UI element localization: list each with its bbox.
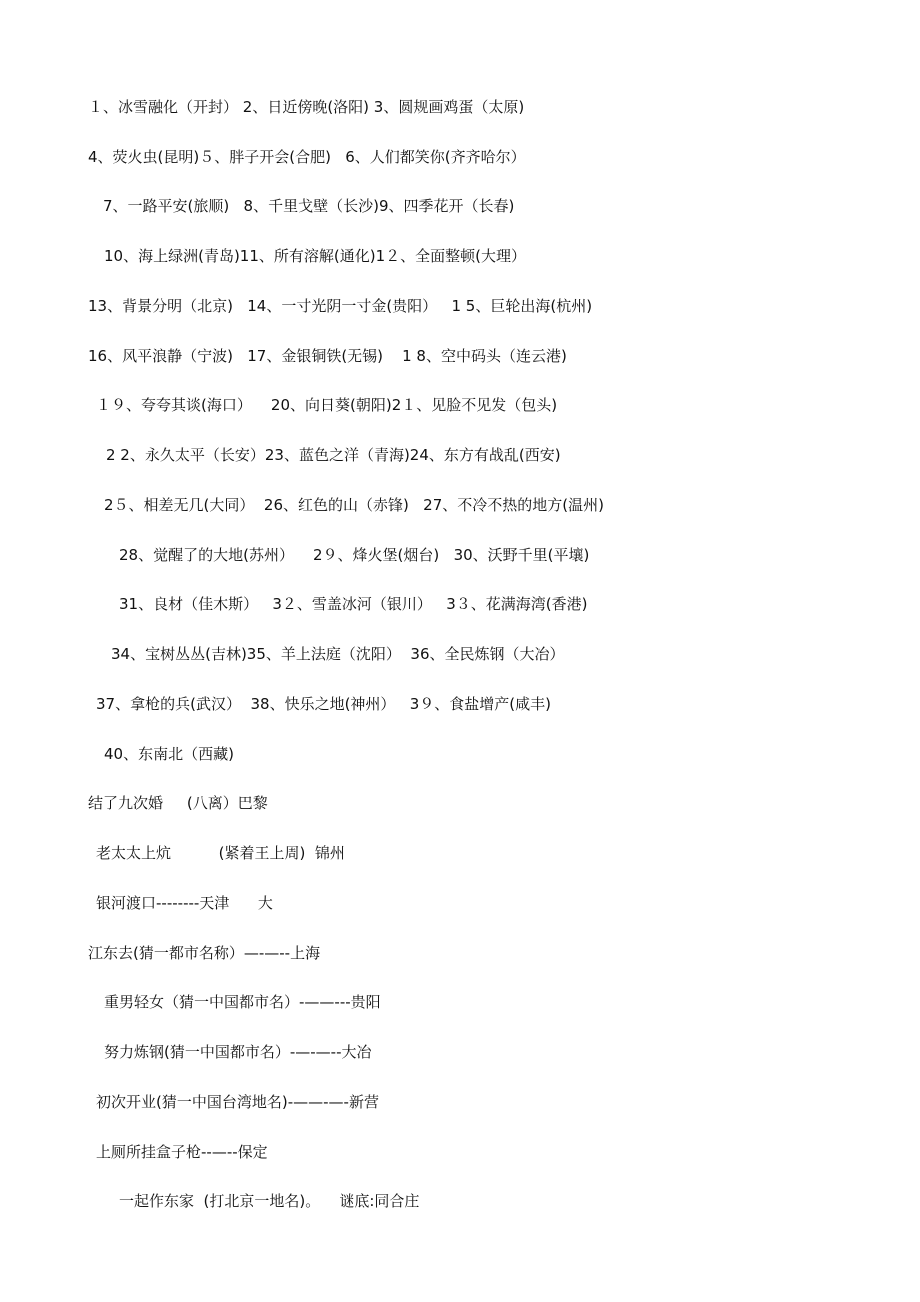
riddle-line-21: 初次开业(猜一中国台湾地名)-——-—-新营 xyxy=(96,1093,379,1111)
riddle-line-16: 老太太上炕 (紧着王上周) 锦州 xyxy=(96,844,345,862)
riddle-line-7: １９、夸夸其谈(海口） 20、向日葵(朝阳)2１、见脸不见发（包头) xyxy=(96,396,558,414)
riddle-line-5: 13、背景分明（北京) 14、一寸光阴一寸金(贵阳） 1 5、巨轮出海(杭州) xyxy=(88,297,593,315)
riddle-line-1: １、冰雪融化（开封） 2、日近傍晚(洛阳) 3、圆规画鸡蛋（太原) xyxy=(88,98,525,116)
riddle-line-11: 31、良材（佳木斯） 3２、雪盖冰河（银川） 3３、花满海湾(香港) xyxy=(119,595,588,613)
riddle-line-18: 江东去(猜一都市名称）—-—--上海 xyxy=(88,944,321,962)
riddle-line-20: 努力炼钢(猜一中国都市名）-—-—--大冶 xyxy=(104,1043,372,1061)
riddle-line-14: 40、东南北（西藏) xyxy=(104,745,234,763)
riddle-line-8: 2 2、永久太平（长安）23、蓝色之洋（青海)24、东方有战乱(西安) xyxy=(106,446,561,464)
riddle-line-12: 34、宝树丛丛(吉林)35、羊上法庭（沈阳） 36、全民炼钢（大冶） xyxy=(111,645,565,663)
riddle-line-23: 一起作东家 (打北京一地名)。 谜底:同合庄 xyxy=(119,1192,420,1210)
riddle-line-19: 重男轻女（猜一中国都市名）-——---贵阳 xyxy=(104,993,381,1011)
riddle-line-13: 37、拿枪的兵(武汉） 38、快乐之地(神州） 3９、食盐增产(咸丰) xyxy=(96,695,551,713)
riddle-line-15: 结了九次婚 (八离）巴黎 xyxy=(88,794,268,812)
riddle-line-3: 7、一路平安(旅顺) 8、千里戈壁（长沙)9、四季花开（长春) xyxy=(103,197,515,215)
riddle-line-22: 上厕所挂盒子枪--—--保定 xyxy=(96,1143,268,1161)
riddle-line-4: 10、海上绿洲(青岛)11、所有溶解(通化)1２、全面整顿(大理） xyxy=(104,247,526,265)
riddle-line-10: 28、觉醒了的大地(苏州） 2９、烽火堡(烟台) 30、沃野千里(平壤) xyxy=(119,546,590,564)
riddle-line-2: 4、荧火虫(昆明)５、胖子开会(合肥) 6、人们都笑你(齐齐哈尔） xyxy=(88,148,526,166)
riddle-line-6: 16、风平浪静（宁波) 17、金银铜铁(无锡) 1 8、空中码头（连云港) xyxy=(88,347,567,365)
riddle-line-9: 2５、相差无几(大同） 26、红色的山（赤锋) 27、不冷不热的地方(温州) xyxy=(104,496,604,514)
riddle-line-17: 银河渡口--------天津 大 xyxy=(96,894,273,912)
